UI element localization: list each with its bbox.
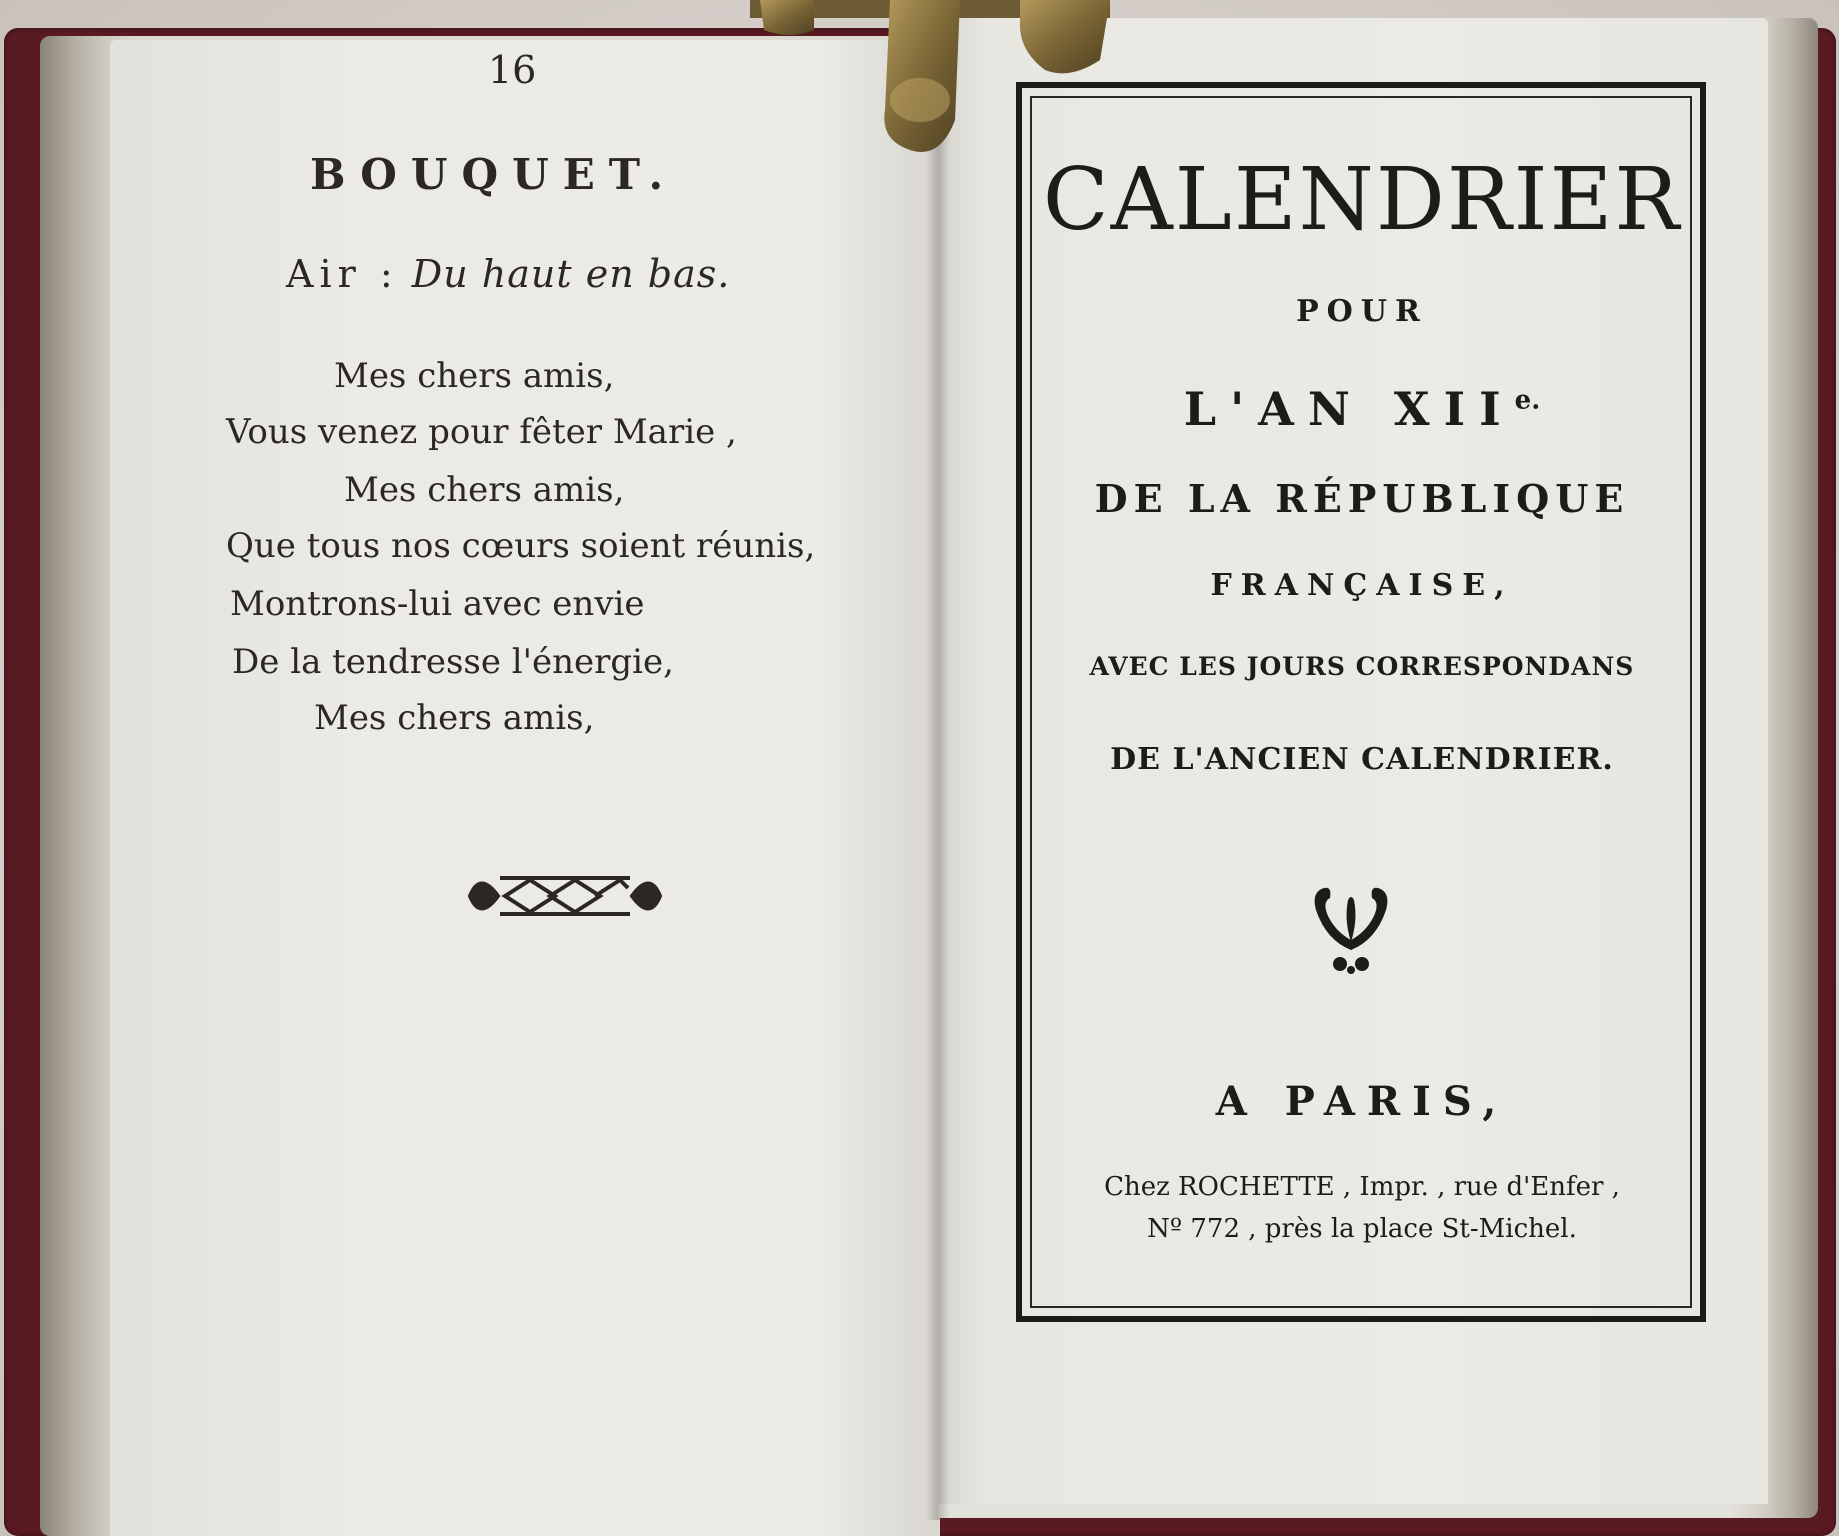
verse-line: Que tous nos cœurs soient réunis,: [226, 526, 816, 566]
verse-line: Montrons-lui avec envie: [230, 584, 645, 624]
air-tune: Du haut en bas.: [411, 252, 731, 296]
year-suffix: e.: [1514, 385, 1541, 416]
verse-line: Mes chers amis,: [344, 470, 625, 510]
verse-line: Vous venez pour fêter Marie ,: [226, 412, 737, 452]
address-line: Nº 772 , près la place St-Michel.: [1147, 1214, 1577, 1244]
air-label: Air :: [286, 252, 399, 296]
acanthus-ornament-icon: [1296, 880, 1406, 980]
verse-line: Mes chers amis,: [314, 698, 595, 738]
verse-line: Mes chers amis,: [334, 356, 615, 396]
printer-line: Chez ROCHETTE , Impr. , rue d'Enfer ,: [1104, 1172, 1620, 1202]
avec-line: AVEC LES JOURS CORRESPONDANS: [1089, 652, 1635, 681]
pour-line: POUR: [1296, 294, 1428, 329]
title-frame-inner: [1030, 96, 1692, 1308]
city-line: A PARIS,: [1215, 1078, 1509, 1125]
calendar-title: CALENDRIER: [1042, 150, 1682, 250]
francaise-line: FRANÇAISE,: [1210, 568, 1514, 603]
republic-line: DE LA RÉPUBLIQUE: [1094, 476, 1630, 521]
fleuron-icon: [460, 866, 670, 926]
year-text: L'AN XII: [1183, 382, 1515, 436]
book-gutter: [926, 20, 950, 1520]
song-title: BOUQUET.: [310, 150, 678, 199]
verse-line: De la tendresse l'énergie,: [232, 642, 674, 682]
year-line: [1032, 382, 1692, 436]
air-line: [286, 252, 730, 296]
ancien-line: DE L'ANCIEN CALENDRIER.: [1110, 742, 1614, 777]
page-number: 16: [488, 48, 537, 92]
